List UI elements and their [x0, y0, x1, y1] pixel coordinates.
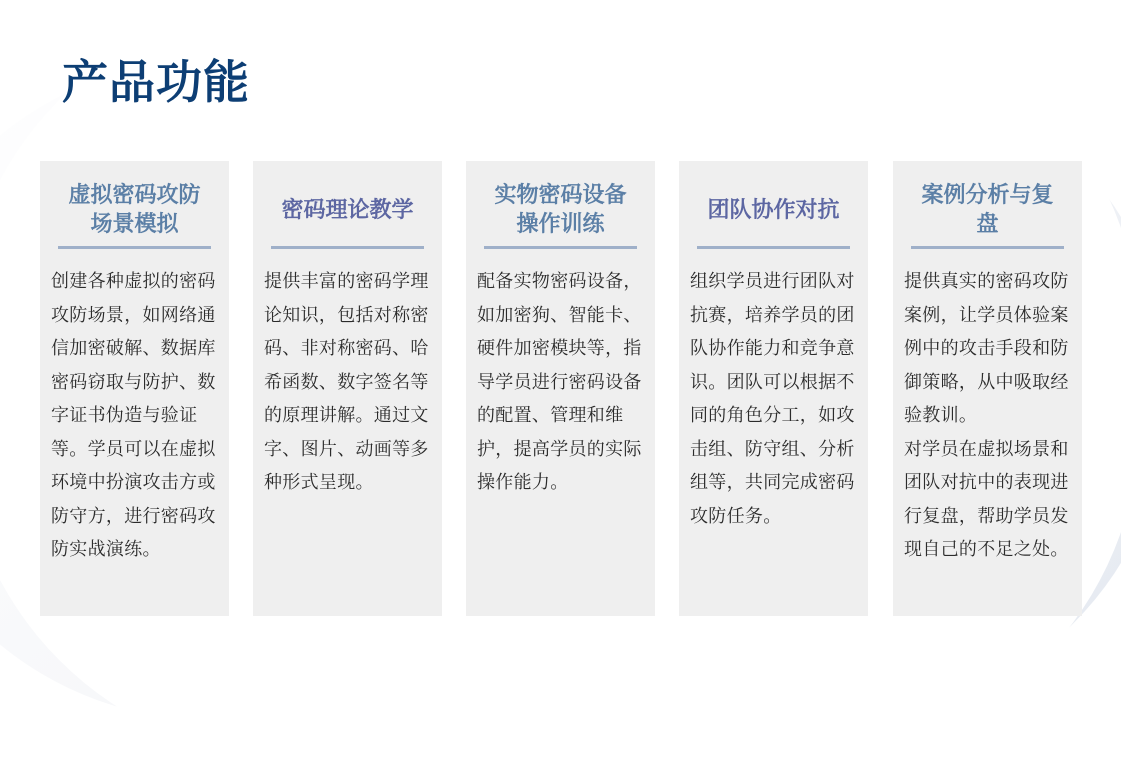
card-description — [904, 265, 1076, 567]
feature-card-device-training — [466, 161, 655, 616]
card-title: 团队协作对抗 — [707, 197, 840, 223]
card-description — [477, 265, 649, 500]
card-title: 虚拟密码攻防场景模拟 — [68, 183, 201, 237]
card-title: 案例分析与复盘 — [921, 183, 1054, 237]
feature-card-case-review — [893, 161, 1082, 616]
card-paragraph: 提供真实的密码攻防案例，让学员体验案例中的攻击手段和防御策略，从中吸取经验教训。 — [904, 271, 1069, 426]
feature-card-virtual-attack-defense — [40, 161, 229, 616]
card-description — [690, 265, 862, 533]
card-paragraph: 组织学员进行团队对抗赛，培养学员的团队协作能力和竞争意识。团队可以根据不同的角色分工，如攻击组、防守组、分析组等，共同完成密码攻防任务。 — [690, 271, 855, 527]
card-divider — [58, 246, 211, 249]
card-divider — [271, 246, 424, 249]
card-divider — [697, 246, 850, 249]
card-paragraph: 提供丰富的密码学理论知识，包括对称密码、非对称密码、哈希函数、数字签名等的原理讲解。通过文字、图片、动画等多种形式呈现。 — [264, 271, 429, 493]
card-divider — [484, 246, 637, 249]
card-title: 实物密码设备操作训练 — [494, 183, 627, 237]
card-description — [264, 265, 436, 500]
card-title: 密码理论教学 — [281, 197, 414, 223]
card-paragraph: 配备实物密码设备，如加密狗、智能卡、硬件加密模块等，指导学员进行密码设备的配置、管理和维护，提高学员的实际操作能力。 — [477, 271, 642, 493]
card-paragraph: 对学员在虚拟场景和团队对抗中的表现进行复盘，帮助学员发现自己的不足之处。 — [904, 438, 1069, 560]
feature-card-team-competition — [679, 161, 868, 616]
page-title: 产品功能 — [62, 55, 250, 109]
card-divider — [911, 246, 1064, 249]
card-description — [51, 265, 223, 567]
feature-card-crypto-theory — [253, 161, 442, 616]
card-paragraph: 创建各种虚拟的密码攻防场景，如网络通信加密破解、数据库密码窃取与防护、数字证书伪造与验证等。学员可以在虚拟环境中扮演攻击方或防守方，进行密码攻防实战演练。 — [51, 271, 216, 560]
